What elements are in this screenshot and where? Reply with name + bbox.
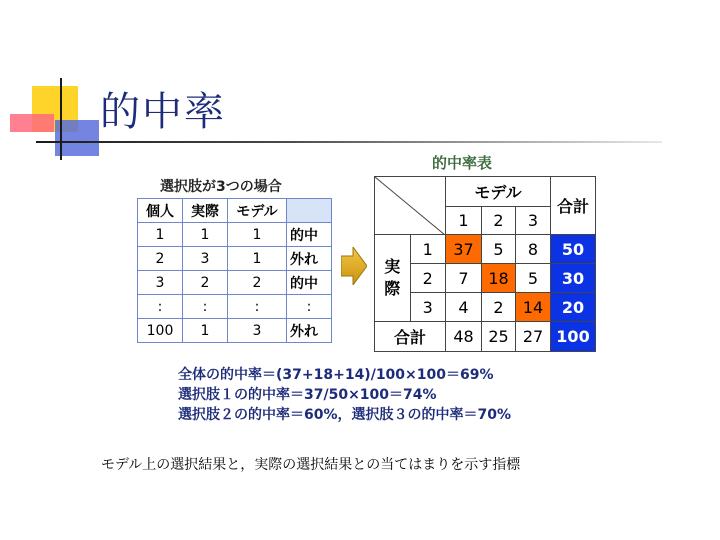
result-cell: 外れ	[287, 247, 332, 271]
right-table-caption: 的中率表	[432, 154, 493, 172]
diagonal-corner-cell	[375, 177, 446, 235]
hit-cell: 14	[516, 293, 551, 322]
total-row-label: 合計	[375, 322, 446, 352]
summary-text: モデル上の選択結果と，実際の選択結果との当てはまりを示す指標	[101, 457, 521, 473]
table-row	[375, 322, 596, 352]
table-cell: :	[228, 295, 287, 319]
choice2-3-hit-rate-formula: 選択肢２の的中率＝60%，選択肢３の的中率＝70%	[178, 407, 512, 423]
row-total-cell: 20	[551, 293, 596, 322]
column-label: 1	[446, 207, 482, 235]
column-label: 2	[482, 207, 516, 235]
result-cell: 外れ	[287, 319, 332, 343]
row-label: 2	[410, 264, 446, 293]
table-cell: 4	[446, 293, 482, 322]
header-cell: 実際	[183, 199, 228, 223]
total-header: 合計	[551, 177, 596, 235]
left-table-caption: 選択肢が3つの場合	[160, 179, 282, 195]
row-total-cell: 30	[551, 264, 596, 293]
table-cell: 1	[183, 223, 228, 247]
row-total-cell: 50	[551, 235, 596, 264]
table-row	[138, 247, 332, 271]
table-row	[138, 271, 332, 295]
column-total-cell: 25	[482, 322, 516, 352]
slide-title: 的中率	[100, 89, 226, 135]
table-cell: 1	[138, 223, 183, 247]
column-total-cell: 27	[516, 322, 551, 352]
choice1-hit-rate-formula: 選択肢１の的中率＝37/50×100＝74%	[178, 387, 437, 403]
table-cell: 7	[446, 264, 482, 293]
row-label: 1	[410, 235, 446, 264]
actual-header	[375, 235, 411, 322]
result-cell: 的中	[287, 223, 332, 247]
table-cell: 1	[183, 319, 228, 343]
hit-cell: 18	[482, 264, 516, 293]
diagonal-line	[375, 177, 445, 235]
table-cell: 5	[482, 235, 516, 264]
table-cell: 3	[183, 247, 228, 271]
table-cell: 2	[228, 271, 287, 295]
table-cell: 3	[228, 319, 287, 343]
header-cell: 個人	[138, 199, 183, 223]
actual-header-char: 際	[384, 279, 401, 298]
table-cell: 2	[482, 293, 516, 322]
table-cell: 8	[516, 235, 551, 264]
hit-cell: 37	[446, 235, 482, 264]
row-label: 3	[410, 293, 446, 322]
header-cell: モデル	[228, 199, 287, 223]
table-cell: 1	[228, 247, 287, 271]
title-decoration-red	[10, 114, 54, 132]
table-cell: 2	[183, 271, 228, 295]
table-cell: 5	[516, 264, 551, 293]
model-header: モデル	[446, 177, 551, 207]
table-row	[375, 235, 596, 264]
table-row	[375, 177, 596, 207]
table-cell: 100	[138, 319, 183, 343]
table-row	[138, 295, 332, 319]
result-cell: 的中	[287, 271, 332, 295]
overall-hit-rate-formula: 全体の的中率＝(37+18+14)/100×100＝69%	[178, 367, 494, 383]
column-label: 3	[516, 207, 551, 235]
table-cell: :	[183, 295, 228, 319]
table-cell: :	[138, 295, 183, 319]
hit-rate-table	[374, 176, 596, 352]
actual-header-char: 実	[384, 257, 401, 276]
header-cell	[287, 199, 332, 223]
table-header-row	[138, 199, 332, 223]
table-row	[138, 223, 332, 247]
grand-total-cell: 100	[551, 322, 596, 352]
table-cell: 1	[228, 223, 287, 247]
table-cell: :	[287, 295, 332, 319]
table-cell: 2	[138, 247, 183, 271]
title-vertical-rule	[60, 78, 62, 160]
table-row	[138, 319, 332, 343]
column-total-cell: 48	[446, 322, 482, 352]
title-horizontal-rule	[36, 141, 662, 143]
right-arrow-icon	[341, 247, 367, 289]
table-cell: 3	[138, 271, 183, 295]
individual-results-table	[137, 198, 332, 343]
